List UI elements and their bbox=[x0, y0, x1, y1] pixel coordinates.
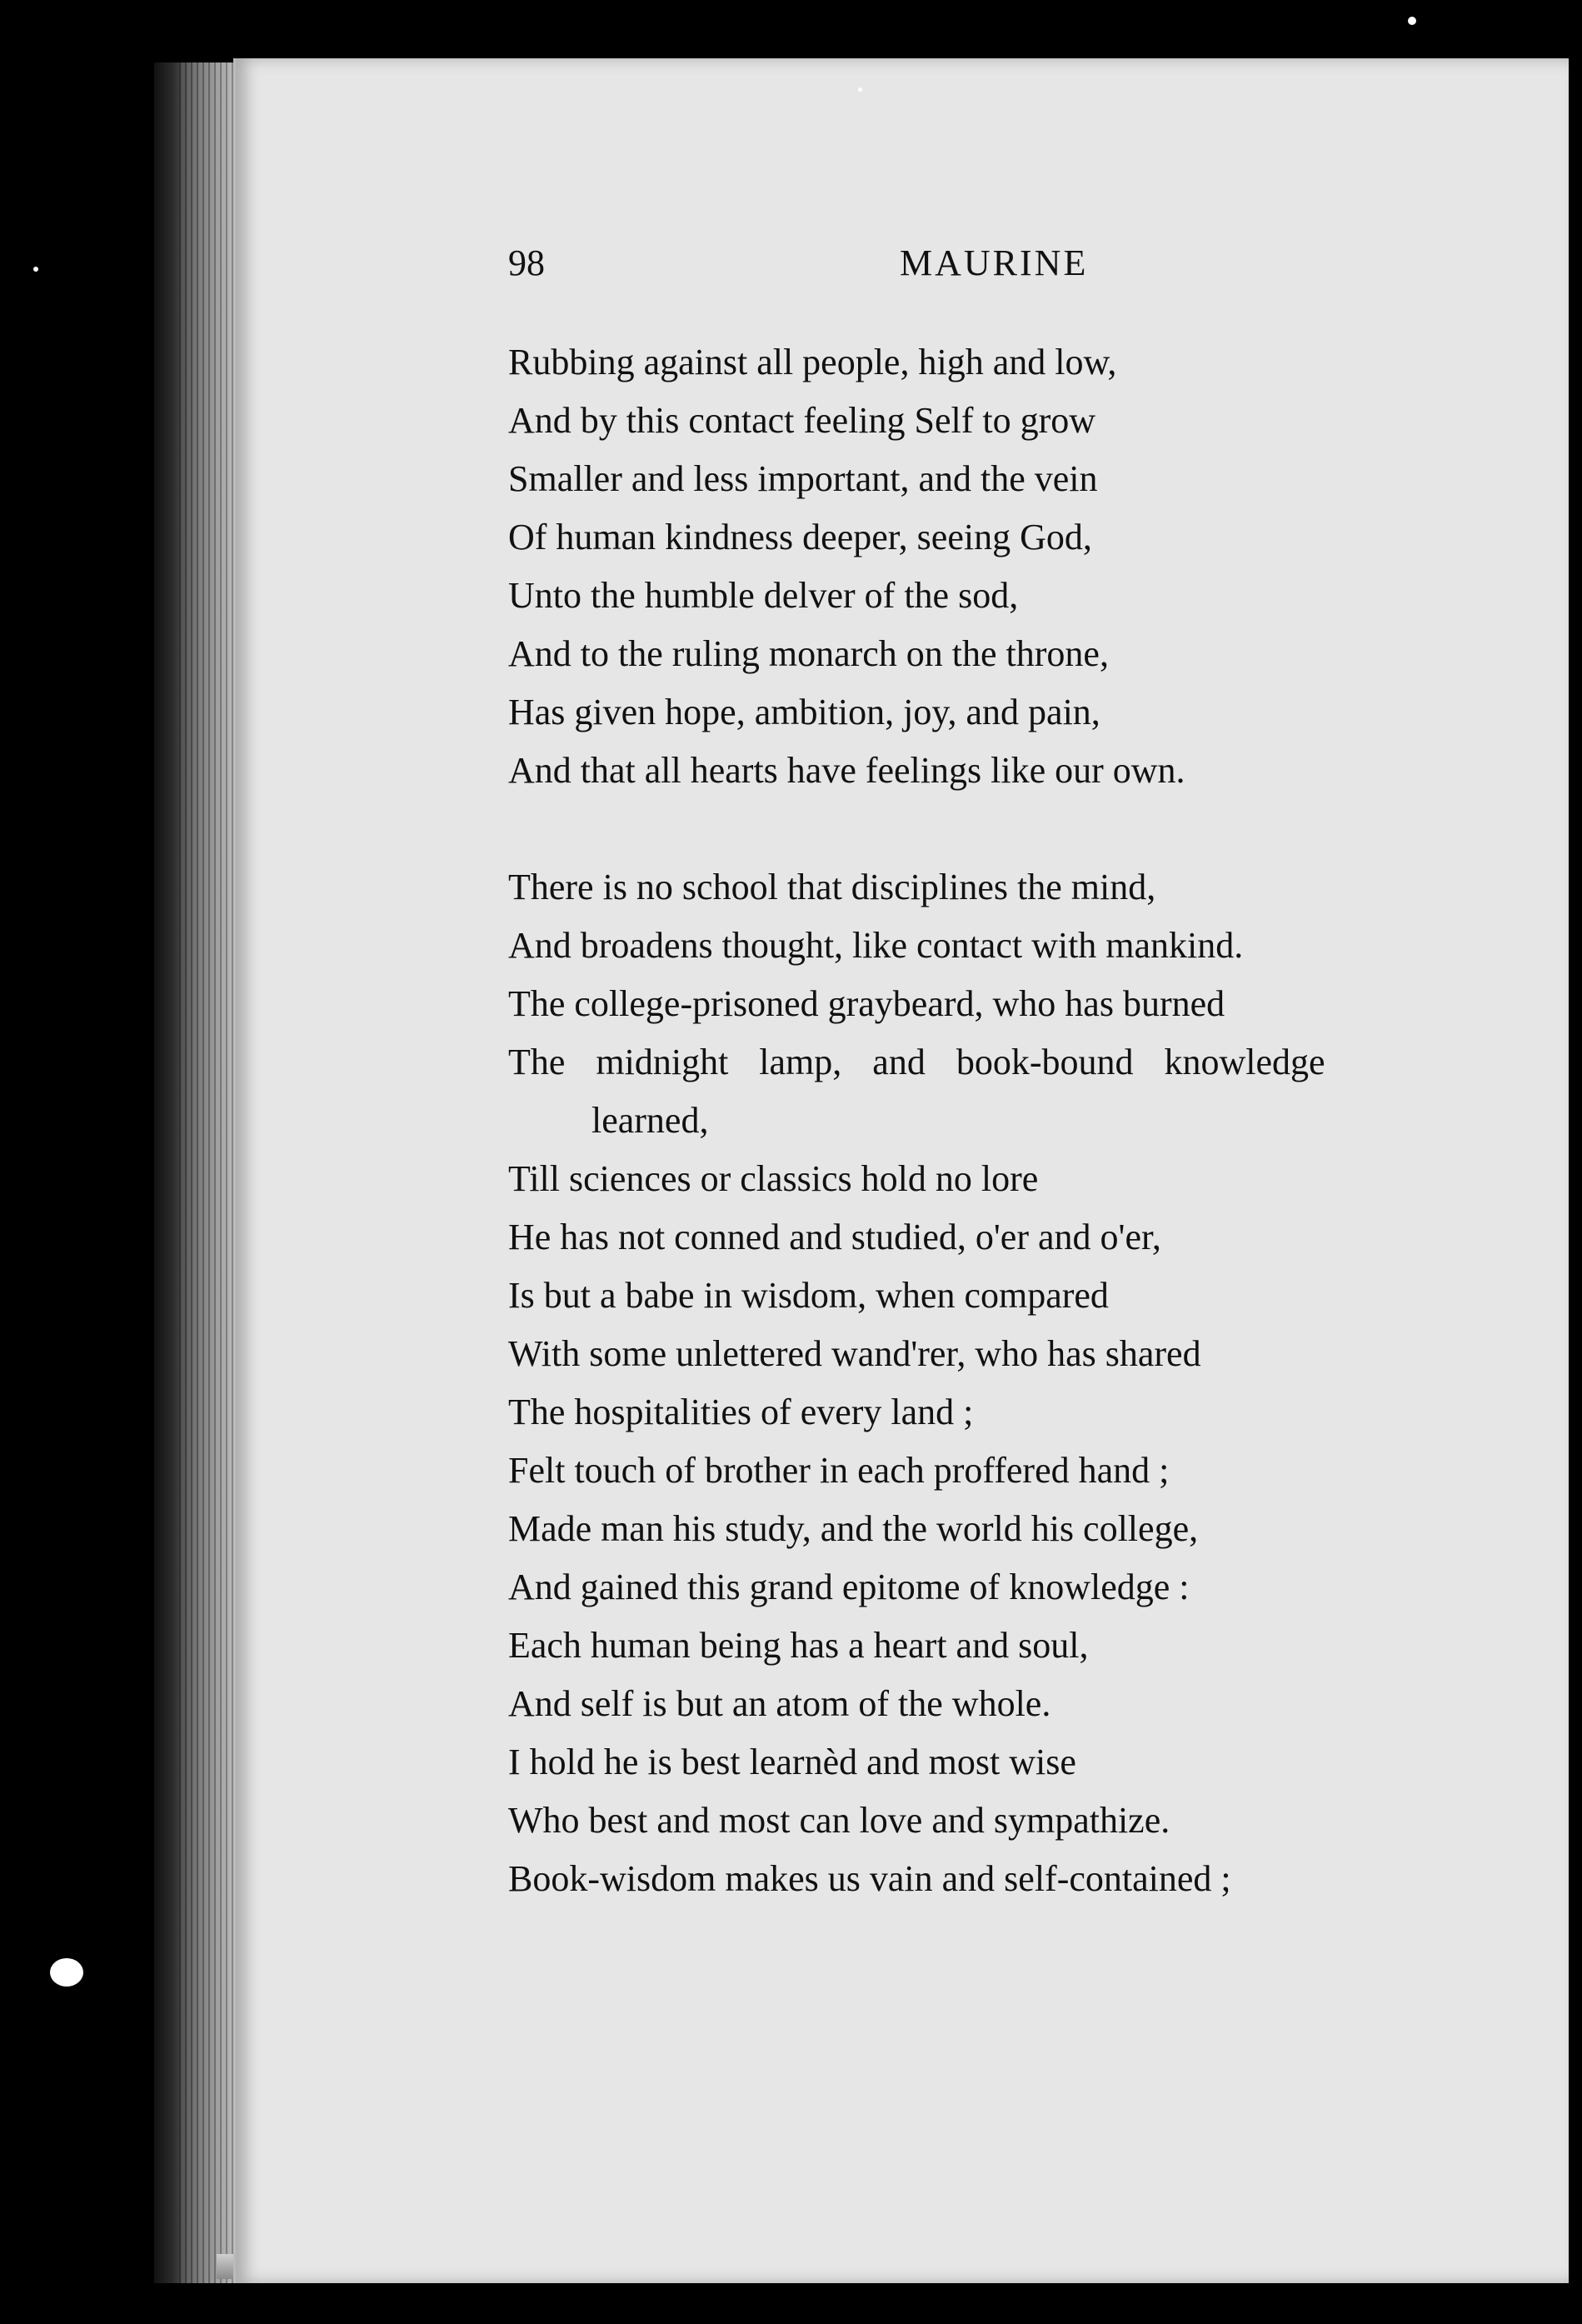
running-title: MAURINE bbox=[900, 242, 1089, 283]
poem-line: And by this contact feeling Self to grow bbox=[508, 400, 1096, 441]
poem-line: Made man his study, and the world his college, bbox=[508, 1508, 1199, 1549]
poem-line: And to the ruling monarch on the throne, bbox=[508, 633, 1109, 674]
poem-line: The midnight lamp, and book-bound knowledge bbox=[508, 1042, 1325, 1082]
poem-line: Is but a babe in wisdom, when compared bbox=[508, 1275, 1109, 1316]
stanza-1 bbox=[508, 333, 1508, 800]
poem-line: Unto the humble delver of the sod, bbox=[508, 575, 1019, 616]
poem-line: Of human kindness deeper, seeing God, bbox=[508, 517, 1092, 557]
poem-line: And broadens thought, like contact with mankind. bbox=[508, 925, 1244, 966]
poem-line: Smaller and less important, and the vein bbox=[508, 458, 1098, 499]
poem-line: The hospitalities of every land ; bbox=[508, 1392, 974, 1432]
poem-line: And that all hearts have feelings like our own. bbox=[508, 750, 1185, 791]
poem-line: And gained this grand epitome of knowledge : bbox=[508, 1567, 1190, 1607]
poem-line: Rubbing against all people, high and low, bbox=[508, 342, 1117, 382]
scan-speck bbox=[858, 87, 862, 92]
poem-line-continuation: learned, bbox=[591, 1100, 709, 1141]
poem-line: Each human being has a heart and soul, bbox=[508, 1625, 1089, 1666]
poem-line: Has given hope, ambition, joy, and pain, bbox=[508, 692, 1100, 732]
poem-text bbox=[508, 333, 1508, 1967]
poem-line: Book-wisdom makes us vain and self-contained ; bbox=[508, 1858, 1231, 1899]
poem-line: I hold he is best learnèd and most wise bbox=[508, 1742, 1076, 1782]
scan-speck bbox=[50, 1958, 83, 1987]
page-number: 98 bbox=[508, 242, 545, 283]
poem-line: There is no school that disciplines the mind, bbox=[508, 867, 1156, 907]
poem-line: Felt touch of brother in each proffered hand ; bbox=[508, 1450, 1170, 1491]
poem-line: The college-prisoned graybeard, who has burned bbox=[508, 983, 1225, 1024]
poem-line: Who best and most can love and sympathize. bbox=[508, 1800, 1170, 1841]
scan-speck bbox=[1408, 17, 1416, 25]
poem-line: And self is but an atom of the whole. bbox=[508, 1683, 1051, 1724]
scan-speck bbox=[33, 267, 38, 272]
poem-line: He has not conned and studied, o'er and o'er, bbox=[508, 1217, 1161, 1257]
poem-line: With some unlettered wand'rer, who has shared bbox=[508, 1333, 1201, 1374]
poem-line: Till sciences or classics hold no lore bbox=[508, 1158, 1039, 1199]
stanza-2 bbox=[508, 858, 1508, 1908]
